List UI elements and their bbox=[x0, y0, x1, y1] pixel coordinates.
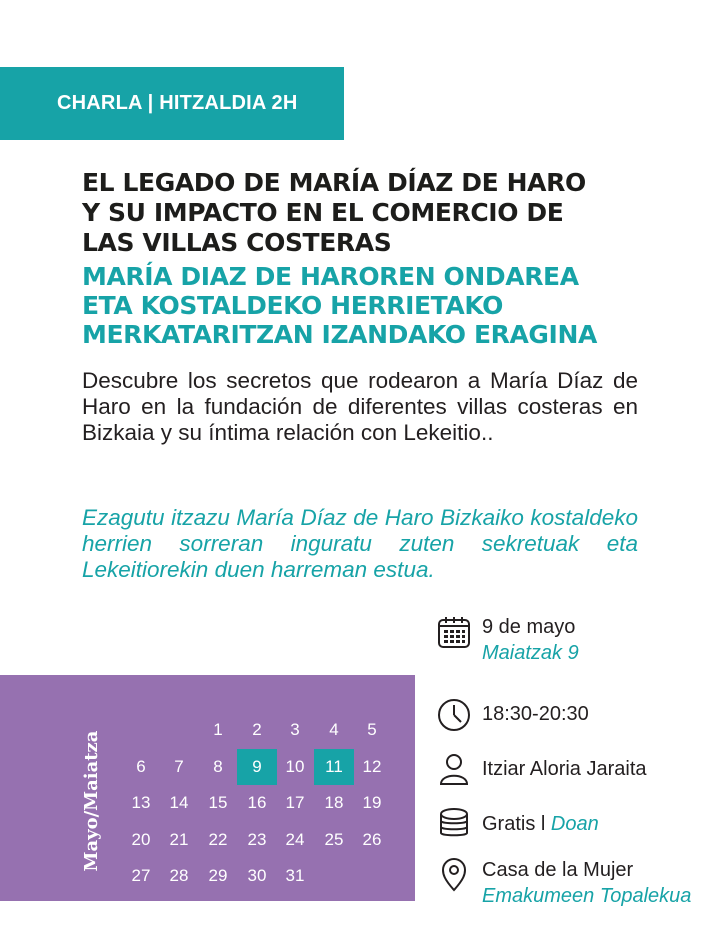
title-basque bbox=[82, 262, 702, 349]
category-label: CHARLA | HITZALDIA 2H bbox=[57, 92, 298, 114]
calendar-day: 19 bbox=[362, 793, 382, 812]
info-time bbox=[436, 697, 589, 733]
calendar-day: 8 bbox=[213, 757, 223, 776]
calendar-day: 22 bbox=[208, 830, 228, 849]
title-eu-line: MERKATARITZAN IZANDAKO ERAGINA bbox=[82, 320, 597, 349]
calendar-month-label: Mayo/Maiatza bbox=[81, 730, 102, 872]
calendar-day: 25 bbox=[324, 830, 344, 849]
calendar-day: 28 bbox=[169, 866, 189, 885]
calendar-day: 20 bbox=[131, 830, 151, 849]
price-text-basque: Doan bbox=[550, 813, 599, 835]
calendar-day: 7 bbox=[174, 757, 184, 776]
calendar-day: 30 bbox=[247, 866, 267, 885]
description-basque: Ezagutu itzazu María Díaz de Haro Bizkaiko kostaldeko herrien sorreran inguratu zuten sekretuak eta Lekeitiorekin duen harreman estua. bbox=[82, 505, 638, 582]
coins-icon bbox=[436, 806, 472, 842]
calendar-day: 5 bbox=[367, 720, 377, 739]
calendar-day: 21 bbox=[169, 830, 189, 849]
location-pin-icon bbox=[436, 857, 472, 893]
calendar-day-highlighted: 9 bbox=[237, 749, 277, 785]
clock-icon bbox=[436, 697, 472, 733]
calendar-day: 13 bbox=[131, 793, 151, 812]
calendar-day: 2 bbox=[252, 720, 262, 739]
calendar-icon bbox=[436, 614, 472, 650]
info-price bbox=[436, 806, 599, 842]
calendar-day: 26 bbox=[362, 830, 382, 849]
person-icon bbox=[436, 751, 472, 787]
description-spanish: Descubre los secretos que rodearon a María Díaz de Haro en la fundación de diferentes villas costeras en Bizkaia y su íntima relación con Lekeitio.. bbox=[82, 368, 638, 445]
calendar-day: 4 bbox=[329, 720, 339, 739]
date-text: 9 de mayo bbox=[482, 616, 576, 638]
calendar-day: 24 bbox=[285, 830, 305, 849]
calendar-day: 29 bbox=[208, 866, 228, 885]
category-banner bbox=[0, 67, 344, 140]
calendar-day-highlighted: 11 bbox=[314, 749, 354, 785]
calendar-day: 27 bbox=[131, 866, 151, 885]
calendar-day: 10 bbox=[285, 757, 305, 776]
calendar-day: 17 bbox=[285, 793, 305, 812]
venue-text-basque: Emakumeen Topalekua bbox=[482, 885, 692, 907]
title-spanish bbox=[82, 168, 702, 258]
time-text: 18:30-20:30 bbox=[482, 703, 589, 725]
calendar-day: 15 bbox=[208, 793, 228, 812]
title-es-line: LAS VILLAS COSTERAS bbox=[82, 228, 392, 257]
title-eu-line: MARÍA DIAZ DE HAROREN ONDAREA bbox=[82, 262, 579, 291]
info-date bbox=[436, 614, 579, 666]
date-text-basque: Maiatzak 9 bbox=[482, 642, 579, 664]
calendar-day: 14 bbox=[169, 793, 189, 812]
calendar-day: 16 bbox=[247, 793, 267, 812]
info-speaker bbox=[436, 751, 647, 787]
calendar-day: 31 bbox=[285, 866, 305, 885]
title-es-line: EL LEGADO DE MARÍA DÍAZ DE HARO bbox=[82, 168, 586, 197]
calendar-day: 3 bbox=[290, 720, 300, 739]
calendar-day: 6 bbox=[136, 757, 146, 776]
venue-text: Casa de la Mujer bbox=[482, 859, 634, 881]
calendar-day: 18 bbox=[324, 793, 344, 812]
price-text: Gratis l bbox=[482, 813, 546, 835]
title-es-line: Y SU IMPACTO EN EL COMERCIO DE bbox=[82, 198, 564, 227]
calendar-day: 1 bbox=[213, 720, 223, 739]
info-venue bbox=[436, 857, 691, 909]
speaker-text: Itziar Aloria Jaraita bbox=[482, 758, 647, 780]
calendar-day: 12 bbox=[362, 757, 382, 776]
title-eu-line: ETA KOSTALDEKO HERRIETAKO bbox=[82, 291, 504, 320]
calendar-day: 23 bbox=[247, 830, 267, 849]
